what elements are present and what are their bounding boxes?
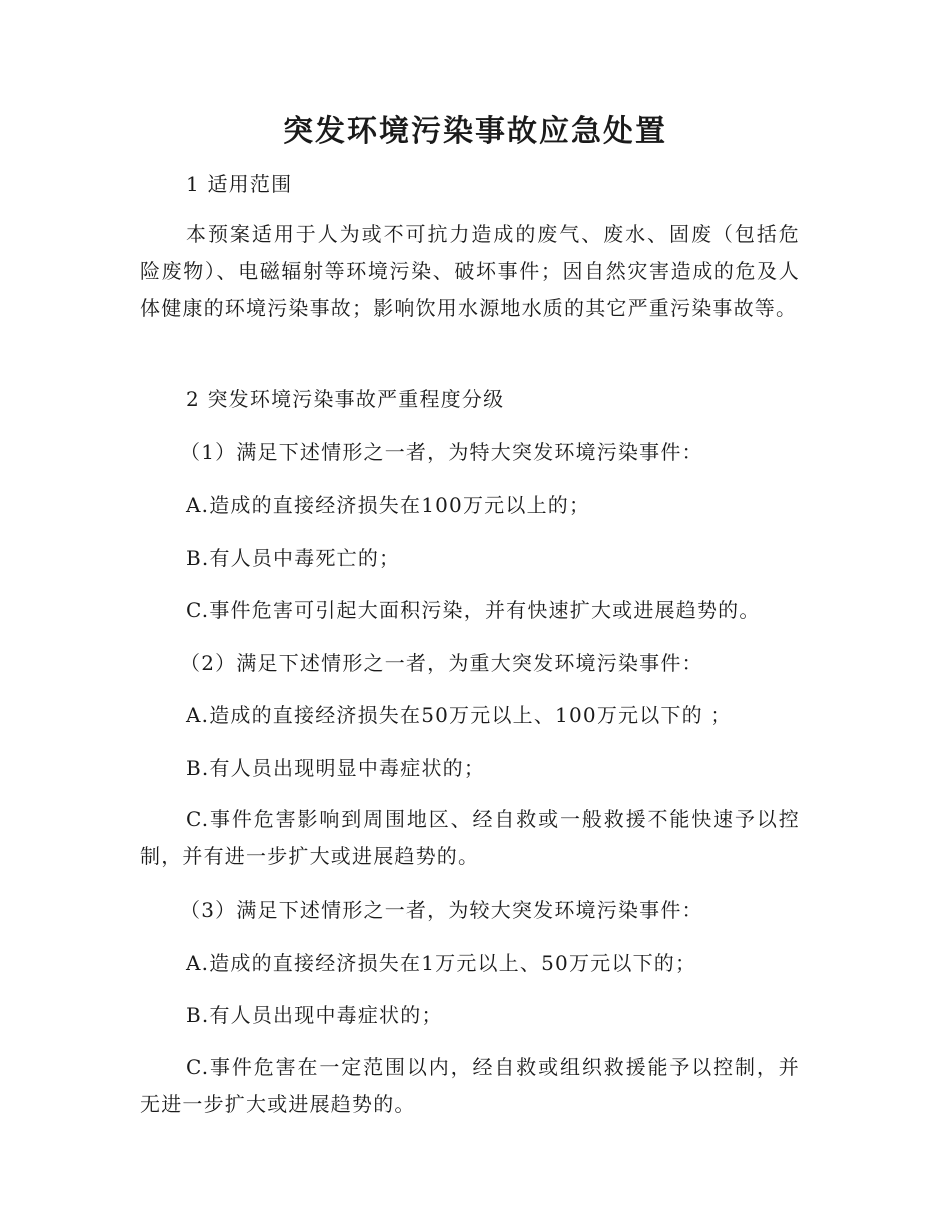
level3-heading: （3）满足下述情形之一者，为较大突发环境污染事件：	[180, 898, 703, 922]
section-heading-scope: 1 适用范围	[186, 172, 293, 196]
level2-item-b: B.有人员出现明显中毒症状的；	[186, 756, 486, 780]
level1-item-a: A.造成的直接经济损失在100万元以上的；	[186, 493, 591, 517]
level1-item-c: C.事件危害可引起大面积污染，并有快速扩大或进展趋势的。	[186, 598, 761, 622]
section-heading-severity: 2 突发环境污染事故严重程度分级	[186, 387, 505, 411]
level3-item-c: C.事件危害在一定范围以内，经自救或组织救援能予以控制，并无进一步扩大或进展趋势的。	[140, 1055, 800, 1116]
level2-item-c: C.事件危害影响到周围地区、经自救或一般救援不能快速予以控制，并有进一步扩大或进展趋势的。	[140, 807, 800, 868]
paragraph-scope: 本预案适用于人为或不可抗力造成的废气、废水、固废（包括危险废物）、电磁辐射等环境污染、破坏事件；因自然灾害造成的危及人体健康的环境污染事故；影响饮用水源地水质的其它严重污染事故等。	[140, 222, 800, 320]
document-title: 突发环境污染事故应急处置	[283, 114, 667, 149]
level2-item-a: A.造成的直接经济损失在50万元以上、100万元以下的 ；	[186, 703, 732, 727]
level3-item-a: A.造成的直接经济损失在1万元以上、50万元以下的；	[186, 951, 697, 975]
level1-item-b: B.有人员中毒死亡的；	[186, 546, 401, 570]
level1-heading: （1）满足下述情形之一者，为特大突发环境污染事件：	[180, 440, 703, 464]
level2-heading: （2）满足下述情形之一者，为重大突发环境污染事件：	[180, 651, 703, 675]
level3-item-b: B.有人员出现中毒症状的；	[186, 1003, 443, 1027]
